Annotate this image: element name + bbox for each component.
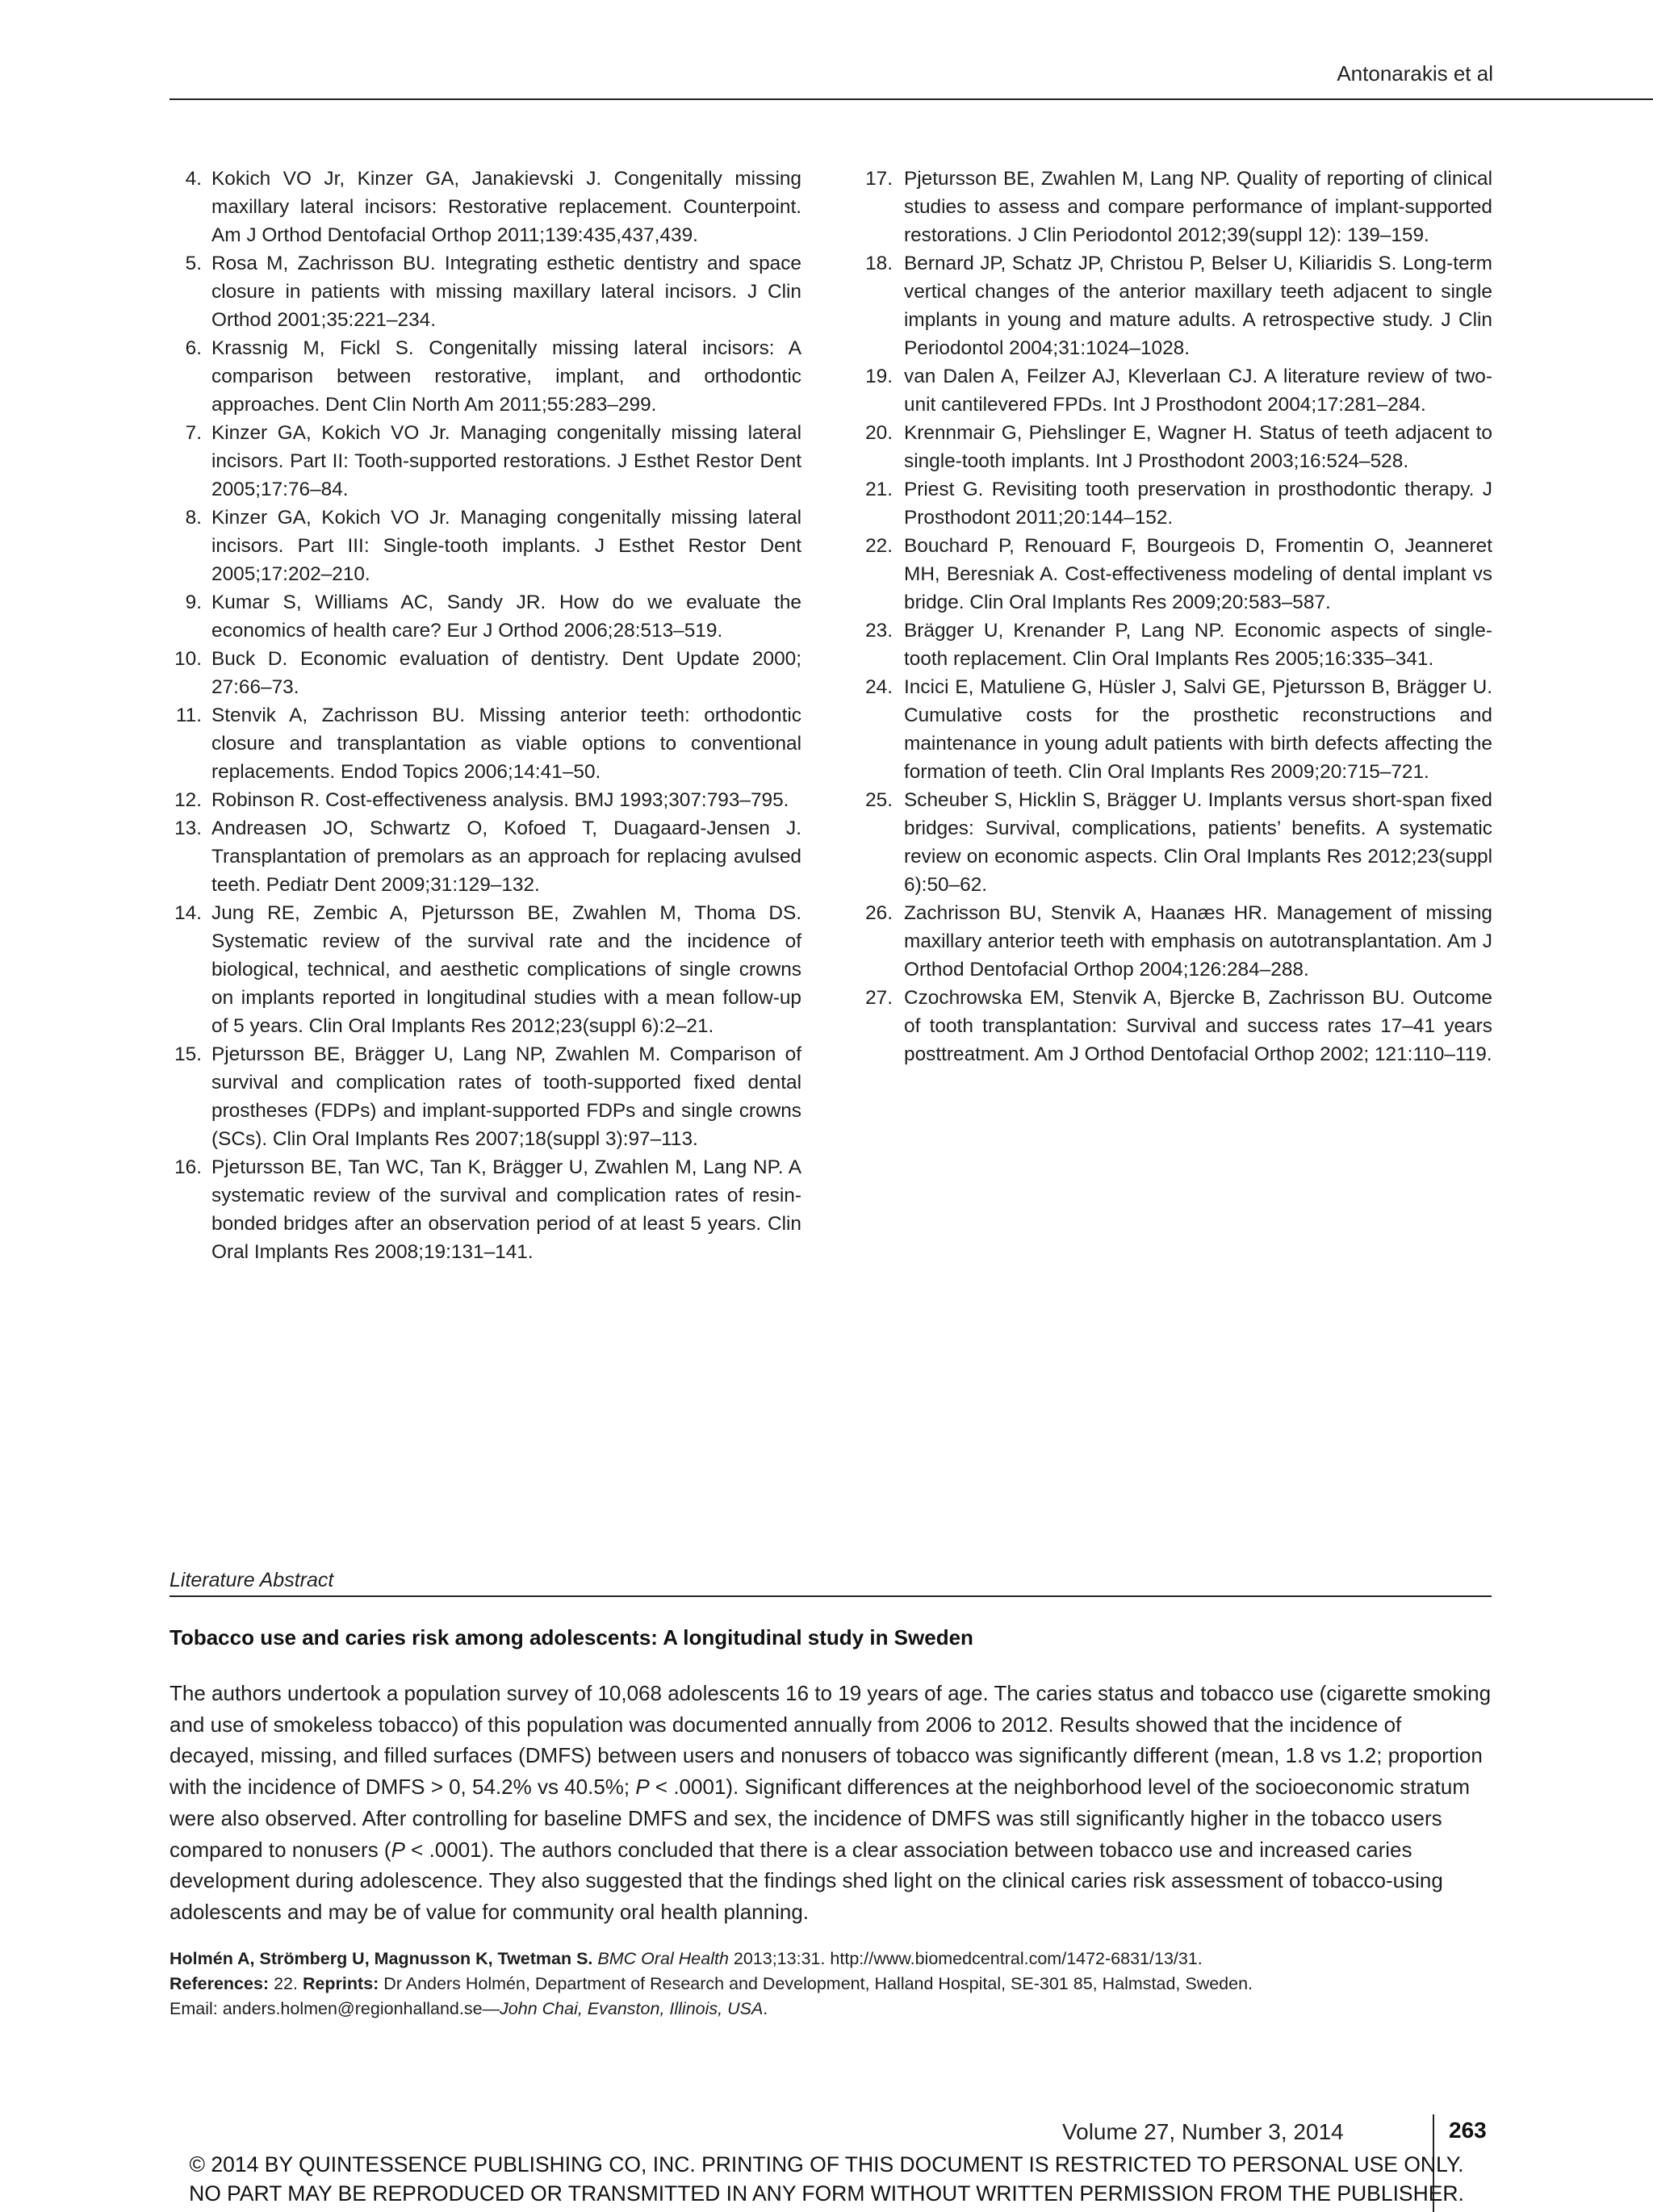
abstract-text: < .0001). Significant differences at the neighborhood level of the socioeconomic stratum were also observed. After controlling for baseline DMFS and sex, the incidence of DMFS was still significantly higher in the tobacco users compared to nonusers (: [169, 1775, 1471, 1862]
reference-text: Kokich VO Jr, Kinzer GA, Janakievski J. Congenitally missing maxillary lateral incisors: Restorative replacement. Counterpoint. Am J Orthod Dentofacial Orthop 2011;139:435,437,439.: [211, 168, 801, 246]
reprints-text: Dr Anders Holmén, Department of Research and Development, Halland Hospital, SE-301 85, Halmstad, Sweden.: [379, 1974, 1253, 1993]
reference-item: [169, 899, 801, 1040]
abstract-citation: [169, 1946, 1492, 2022]
reference-number: 14.: [174, 902, 202, 924]
reference-number: 8.: [185, 507, 202, 529]
reference-item: [860, 617, 1492, 673]
abstract-paragraph: [169, 1678, 1492, 1928]
period: .: [763, 1999, 768, 2018]
email-line: [169, 1997, 1492, 2022]
reference-text: Incici E, Matuliene G, Hüsler J, Salvi GE, Pjetursson B, Brägger U. Cumulative costs for the prosthetic reconstructions and maintenance in young adult patients with birth defects affecting the formation of teeth. Clin Oral Implants Res 2009;20:715–721.: [904, 676, 1492, 783]
reference-number: 22.: [865, 535, 893, 557]
reference-number: 23.: [865, 620, 893, 642]
reference-item: [169, 419, 801, 504]
reference-text: Pjetursson BE, Brägger U, Lang NP, Zwahlen M. Comparison of survival and complication rates of tooth-supported fixed dental prostheses (FDPs) and implant-supported FDPs and single crowns (SCs). Clin Oral Implants Res 2007;18(suppl 3):97–113.: [211, 1043, 801, 1150]
p-value-symbol: P: [635, 1775, 650, 1800]
reference-item: [169, 249, 801, 334]
email-text: Email: anders.holmen@regionhalland.se—: [169, 1999, 500, 2018]
reference-number: 20.: [865, 422, 893, 444]
abstract-rule: [169, 1595, 1492, 1597]
reference-text: Pjetursson BE, Zwahlen M, Lang NP. Quality of reporting of clinical studies to assess and compare performance of implant-supported restorations. J Clin Periodontol 2012;39(suppl 12): 139–159.: [904, 168, 1492, 246]
citation-details: 2013;13:31. http://www.biomedcentral.com/1472-6831/13/31.: [728, 1949, 1203, 1968]
references-label: References:: [169, 1974, 270, 1993]
reference-text: Kinzer GA, Kokich VO Jr. Managing congenitally missing lateral incisors. Part III: Single-tooth implants. J Esthet Restor Dent 2005;17:202–210.: [211, 507, 801, 585]
reference-number: 4.: [185, 168, 202, 190]
citation-journal: BMC Oral Health: [597, 1949, 729, 1968]
abstract-text: The authors undertook a population survey of 10,068 adolescents 16 to 19 years of age. The caries status and tobacco use (cigarette smoking and use of smokeless tobacco) of this population was documented annually from 2006 to 2012. Results showed that the incidence of decayed, missing, and filled surfaces (DMFS) between users and nonusers of tobacco was significantly different (mean, 1.8 vs 1.2; proportion with the incidence of DMFS > 0, 54.2% vs 40.5%;: [169, 1681, 1492, 1800]
reference-text: Buck D. Economic evaluation of dentistry. Dent Update 2000; 27:66–73.: [211, 648, 801, 698]
reference-number: 15.: [174, 1043, 202, 1065]
reference-number: 21.: [865, 479, 893, 500]
reference-item: [860, 532, 1492, 617]
copyright-line: © 2014 BY QUINTESSENCE PUBLISHING CO, INC. PRINTING OF THIS DOCUMENT IS RESTRICTED TO PERSONAL USE ONLY.: [189, 2152, 1464, 2176]
reference-number: 16.: [174, 1156, 202, 1178]
reference-number: 7.: [185, 422, 202, 444]
reference-number: 12.: [174, 789, 202, 811]
reference-text: Robinson R. Cost-effectiveness analysis. BMJ 1993;307:793–795.: [211, 789, 789, 811]
reference-text: Priest G. Revisiting tooth preservation in prosthodontic therapy. J Prosthodont 2011;20:144–152.: [904, 479, 1492, 529]
reference-text: Bernard JP, Schatz JP, Christou P, Belser U, Kiliaridis S. Long-term vertical changes of the anterior maxillary teeth adjacent to single implants in young and mature adults. A retrospective study. J Clin Periodontol 2004;31:1024–1028.: [904, 253, 1492, 359]
reference-number: 9.: [185, 592, 202, 613]
abstract-text: < .0001). The authors concluded that there is a clear association between tobacco use and increased caries development during adolescence. They also suggested that the findings shed light on the clinical caries risk assessment of tobacco-using adolescents and may be of value for community oral health planning.: [169, 1837, 1443, 1924]
references-left-column: [169, 165, 801, 1266]
reference-text: Bouchard P, Renouard F, Bourgeois D, Fromentin O, Jeanneret MH, Beresniak A. Cost-effectiveness modeling of dental implant vs bridge. Clin Oral Implants Res 2009;20:583–587.: [904, 535, 1492, 613]
reference-item: [169, 786, 801, 814]
copyright-notice: [150, 2150, 1503, 2208]
page-number: 263: [1449, 2118, 1487, 2143]
reference-item: [169, 1153, 801, 1266]
copyright-line: NO PART MAY BE REPRODUCED OR TRANSMITTED IN ANY FORM WITHOUT WRITTEN PERMISSION FROM THE PUBLISHER.: [189, 2181, 1464, 2206]
reference-number: 6.: [185, 337, 202, 359]
reference-number: 13.: [174, 817, 202, 839]
reference-item: [169, 814, 801, 899]
reference-item: [860, 899, 1492, 984]
reference-number: 27.: [865, 987, 893, 1009]
reference-text: Czochrowska EM, Stenvik A, Bjercke B, Zachrisson BU. Outcome of tooth transplantation: Survival and success rates 17–41 years posttreatment. Am J Orthod Dentofacial Orthop 2002; 121:110–119.: [904, 987, 1492, 1065]
reference-item: [169, 504, 801, 588]
reference-item: [169, 645, 801, 701]
reference-item: [169, 588, 801, 645]
reference-item: [860, 362, 1492, 419]
reference-text: Kinzer GA, Kokich VO Jr. Managing congenitally missing lateral incisors. Part II: Tooth-supported restorations. J Esthet Restor Dent 2005;17:76–84.: [211, 422, 801, 500]
reference-text: Zachrisson BU, Stenvik A, Haanæs HR. Management of missing maxillary anterior teeth with emphasis on autotransplantation. Am J Orthod Dentofacial Orthop 2004;126:284–288.: [904, 902, 1492, 981]
reprints-label: Reprints:: [302, 1974, 379, 1993]
reference-item: [860, 165, 1492, 249]
reference-number: 19.: [865, 366, 893, 387]
reference-number: 26.: [865, 902, 893, 924]
reference-item: [860, 786, 1492, 899]
reference-item: [860, 419, 1492, 475]
reference-number: 11.: [175, 705, 202, 726]
reference-text: Kumar S, Williams AC, Sandy JR. How do we evaluate the economics of health care? Eur J Orthod 2006;28:513–519.: [211, 592, 801, 642]
reference-number: 5.: [185, 253, 202, 274]
reference-item: [860, 984, 1492, 1068]
volume-info: Volume 27, Number 3, 2014: [1062, 2119, 1344, 2144]
reference-item: [169, 334, 801, 419]
abstract-body: [169, 1678, 1492, 1928]
citation-authors: Holmén A, Strömberg U, Magnusson K, Twetman S.: [169, 1949, 593, 1968]
reference-item: [860, 475, 1492, 532]
reference-text: Scheuber S, Hicklin S, Brägger U. Implants versus short-span fixed bridges: Survival, complications, patients’ benefits. A systematic review on economic aspects. Clin Oral Implants Res 2012;23(suppl 6):50–62.: [904, 789, 1492, 896]
reference-item: [860, 673, 1492, 786]
reference-text: Jung RE, Zembic A, Pjetursson BE, Zwahlen M, Thoma DS. Systematic review of the survival rate and the incidence of biological, technical, and aesthetic complications of single crowns on implants reported in longitudinal studies with a mean follow-up of 5 years. Clin Oral Implants Res 2012;23(suppl 6):2–21.: [211, 902, 801, 1037]
references-right-column: [860, 165, 1492, 1068]
references-count: 22.: [269, 1974, 303, 1993]
reference-text: Krennmair G, Piehslinger E, Wagner H. Status of teeth adjacent to single-tooth implants. Int J Prosthodont 2003;16:524–528.: [904, 422, 1492, 472]
reference-text: Pjetursson BE, Tan WC, Tan K, Brägger U, Zwahlen M, Lang NP. A systematic review of the survival and complication rates of resin-bonded bridges after an observation period of at least 5 years. Clin Oral Implants Res 2008;19:131–141.: [211, 1156, 801, 1263]
reference-text: Stenvik A, Zachrisson BU. Missing anterior teeth: orthodontic closure and transplantation as viable options to conventional replacements. Endod Topics 2006;14:41–50.: [211, 705, 801, 783]
reference-item: [169, 701, 801, 786]
literature-abstract-label: Literature Abstract: [169, 1569, 334, 1591]
reference-text: Brägger U, Krenander P, Lang NP. Economic aspects of single-tooth replacement. Clin Oral Implants Res 2005;16:335–341.: [904, 620, 1492, 670]
p-value-symbol: P: [391, 1837, 405, 1862]
reference-number: 24.: [865, 676, 893, 698]
reference-number: 10.: [174, 648, 202, 670]
reference-number: 17.: [865, 168, 893, 190]
reference-number: 18.: [865, 253, 893, 274]
reference-text: Rosa M, Zachrisson BU. Integrating esthetic dentistry and space closure in patients with missing maxillary lateral incisors. J Clin Orthod 2001;35:221–234.: [211, 253, 801, 331]
reference-text: Andreasen JO, Schwartz O, Kofoed T, Duagaard-Jensen J. Transplantation of premolars as an approach for replacing avulsed teeth. Pediatr Dent 2009;31:129–132.: [211, 817, 801, 896]
citation-line: [169, 1946, 1492, 1972]
reprints-line: [169, 1972, 1492, 1997]
header-rule: [169, 98, 1653, 100]
abstract-reviewer: John Chai, Evanston, Illinois, USA: [500, 1999, 764, 2018]
reference-item: [860, 249, 1492, 362]
reference-text: van Dalen A, Feilzer AJ, Kleverlaan CJ. A literature review of two-unit cantilevered FPDs. Int J Prosthodont 2004;17:281–284.: [904, 366, 1492, 416]
abstract-title: Tobacco use and caries risk among adolescents: A longitudinal study in Sweden: [169, 1625, 973, 1650]
reference-number: 25.: [865, 789, 893, 811]
reference-item: [169, 1040, 801, 1153]
reference-text: Krassnig M, Fickl S. Congenitally missing lateral incisors: A comparison between restorative, implant, and orthodontic approaches. Dent Clin North Am 2011;55:283–299.: [211, 337, 801, 416]
reference-item: [169, 165, 801, 249]
running-head: Antonarakis et al: [1337, 61, 1493, 86]
